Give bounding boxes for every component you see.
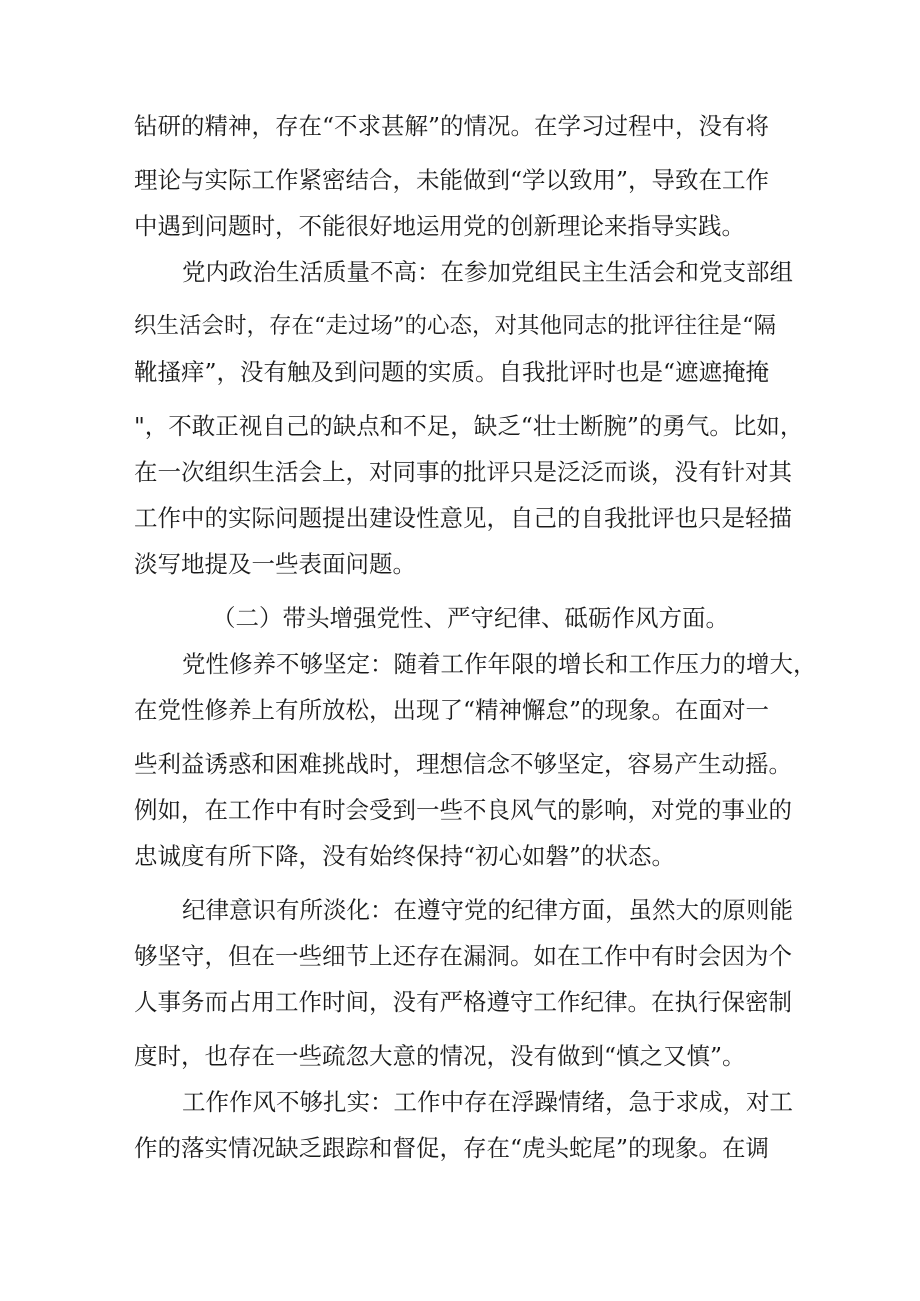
text-line <box>0 252 920 292</box>
line-text: 作的落实情况缺乏跟踪和督促，存在“虎头蛇尾”的现象。在调 <box>134 1134 770 1162</box>
text-line <box>0 452 920 492</box>
line-text: 淡写地提及一些表面问题。 <box>134 550 416 578</box>
line-text: 党内政治生活质量不高：在参加党组民主生活会和党支部组 <box>182 258 793 286</box>
line-text: 纪律意识有所淡化：在遵守党的纪律方面，虽然大的原则能 <box>182 896 793 924</box>
line-text: 工作作风不够扎实：工作中存在浮躁情绪，急于求成，对工 <box>182 1088 793 1116</box>
line-text: 在党性修养上有所放松，出现了“精神懈怠”的现象。在面对一 <box>134 696 770 724</box>
line-text: 度时，也存在一些疏忽大意的情况，没有做到“慎之又慎”。 <box>134 1042 746 1070</box>
text-line <box>0 498 920 538</box>
line-text: 例如，在工作中有时会受到一些不良风气的影响，对党的事业的 <box>134 796 792 824</box>
heading-text: （二）带头增强党性、严守纪律、砥砺作风方面。 <box>212 604 729 632</box>
line-text: 够坚守，但在一些细节上还存在漏洞。如在工作中有时会因为个 <box>134 942 792 970</box>
text-line <box>0 306 920 346</box>
line-text: 忠诚度有所下降，没有始终保持“初心如磐”的状态。 <box>134 842 676 870</box>
line-text: 人事务而占用工作时间，没有严格遵守工作纪律。在执行保密制 <box>134 988 792 1016</box>
text-line <box>0 936 920 976</box>
text-line <box>0 890 920 930</box>
text-line <box>0 982 920 1022</box>
line-text: 些利益诱惑和困难挑战时，理想信念不够坚定，容易产生动摇。 <box>134 750 792 778</box>
text-line <box>0 406 920 446</box>
line-text: 理论与实际工作紧密结合，未能做到“学以致用”，导致在工作 <box>134 166 770 194</box>
text-line <box>0 1082 920 1122</box>
text-line <box>0 160 920 200</box>
text-line <box>0 1036 920 1076</box>
text-line <box>0 1128 920 1168</box>
text-line <box>0 744 920 784</box>
text-line <box>0 106 920 146</box>
line-text: 靴搔痒”，没有触及到问题的实质。自我批评时也是“遮遮掩掩 <box>134 358 770 386</box>
line-text: 钻研的精神，存在“不求甚解”的情况。在学习过程中，没有将 <box>134 112 770 140</box>
line-text: 工作中的实际问题提出建设性意见，自己的自我批评也只是轻描 <box>134 504 792 532</box>
text-line <box>0 690 920 730</box>
line-text: "，不敢正视自己的缺点和不足，缺乏“壮士断腕”的勇气。比如， <box>134 412 804 440</box>
line-text: 党性修养不够坚定：随着工作年限的增长和工作压力的增大， <box>182 650 817 678</box>
line-text: 织生活会时，存在“走过场”的心态，对其他同志的批评往往是“隔 <box>134 313 777 339</box>
section-heading <box>0 598 920 638</box>
text-line <box>0 790 920 830</box>
text-line <box>0 644 920 684</box>
text-line <box>0 352 920 392</box>
line-text: 中遇到问题时，不能很好地运用党的创新理论来指导实践。 <box>134 212 745 240</box>
text-line <box>0 206 920 246</box>
line-text: 在一次组织生活会上，对同事的批评只是泛泛而谈，没有针对其 <box>134 458 792 486</box>
text-line <box>0 836 920 876</box>
text-line <box>0 544 920 584</box>
